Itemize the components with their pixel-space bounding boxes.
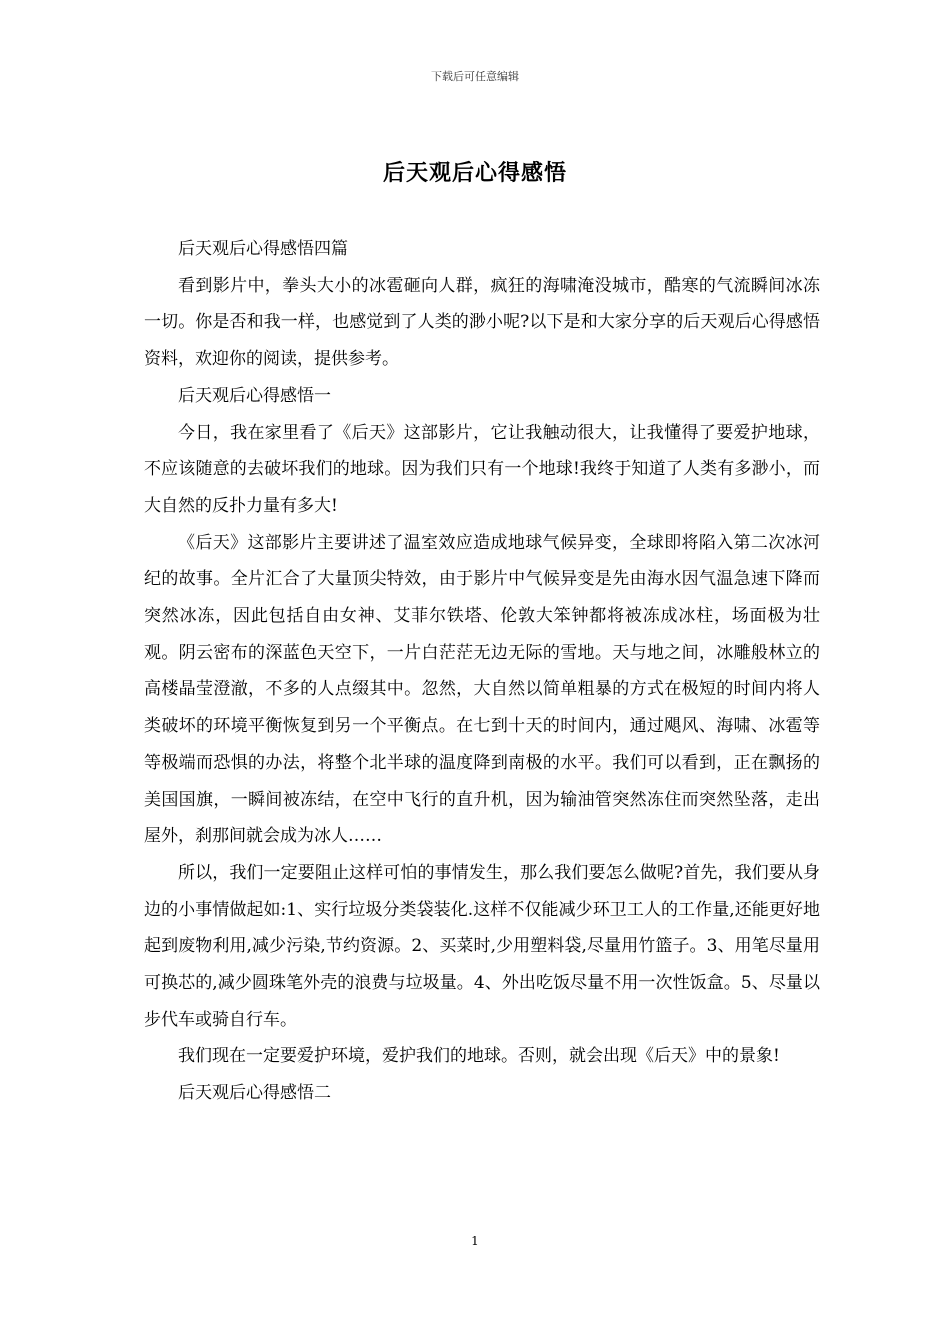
body-paragraph: 《后天》这部影片主要讲述了温室效应造成地球气候异变，全球即将陷入第二次冰河纪的故事。全片汇合了大量顶尖特效，由于影片中气候异变是先由海水因气温急速下降而突然冰冻，因此包括自由女神、艾菲尔铁塔、伦敦大笨钟都将被冻成冰柱，场面极为壮观。阴云密布的深蓝色天空下，一片白茫茫无边无际的雪地。天与地之间，冰雕般林立的高楼晶莹澄澈，不多的人点缀其中。忽然，大自然以简单粗暴的方式在极短的时间内将人类破坏的环境平衡恢复到另一个平衡点。在七到十天的时间内，通过飓风、海啸、冰雹等等极端而恐惧的办法，将整个北半球的温度降到南极的水平。我们可以看到，正在飘扬的美国国旗，一瞬间被冻结，在空中飞行的直升机，因为输油管突然冻住而突然坠落，走出屋外，刹那间就会成为冰人…… — [144, 532, 820, 847]
page-header-note: 下载后可任意编辑 — [431, 70, 519, 83]
subtitle-paragraph: 后天观后心得感悟四篇 — [178, 239, 348, 259]
body-paragraph: 我们现在一定要爱护环境，爱护我们的地球。否则，就会出现《后天》中的景象! — [178, 1046, 780, 1067]
body-paragraph: 所以，我们一定要阻止这样可怕的事情发生，那么我们要怎么做呢?首先，我们要从身边的小事情做起如:1、实行垃圾分类袋装化.这样不仅能减少环卫工人的工作量,还能更好地起到废物利用,减少污染,节约资源。2、买菜时,少用塑料袋,尽量用竹篮子。3、用笔尽量用可换芯的,减少圆珠笔外壳的浪费与垃圾量。4、外出吃饭尽量不用一次性饭盒。5、尽量以步代车或骑自行车。 — [144, 862, 820, 1030]
page-number: 1 — [471, 1234, 479, 1248]
body-paragraph: 今日，我在家里看了《后天》这部影片，它让我触动很大，让我懂得了要爱护地球，不应该随意的去破坏我们的地球。因为我们只有一个地球!我终于知道了人类有多渺小，而大自然的反扑力量有多大! — [144, 422, 820, 516]
section-heading-one: 后天观后心得感悟一 — [178, 385, 331, 406]
document-title: 后天观后心得感悟 — [382, 160, 567, 186]
section-heading-two: 后天观后心得感悟二 — [178, 1083, 331, 1104]
document-body — [144, 231, 820, 1112]
intro-paragraph: 看到影片中，拳头大小的冰雹砸向人群，疯狂的海啸淹没城市，酷寒的气流瞬间冰冻一切。你是否和我一样，也感觉到了人类的渺小呢?以下是和大家分享的后天观后心得感悟资料，欢迎你的阅读，提供参考。 — [144, 275, 820, 370]
